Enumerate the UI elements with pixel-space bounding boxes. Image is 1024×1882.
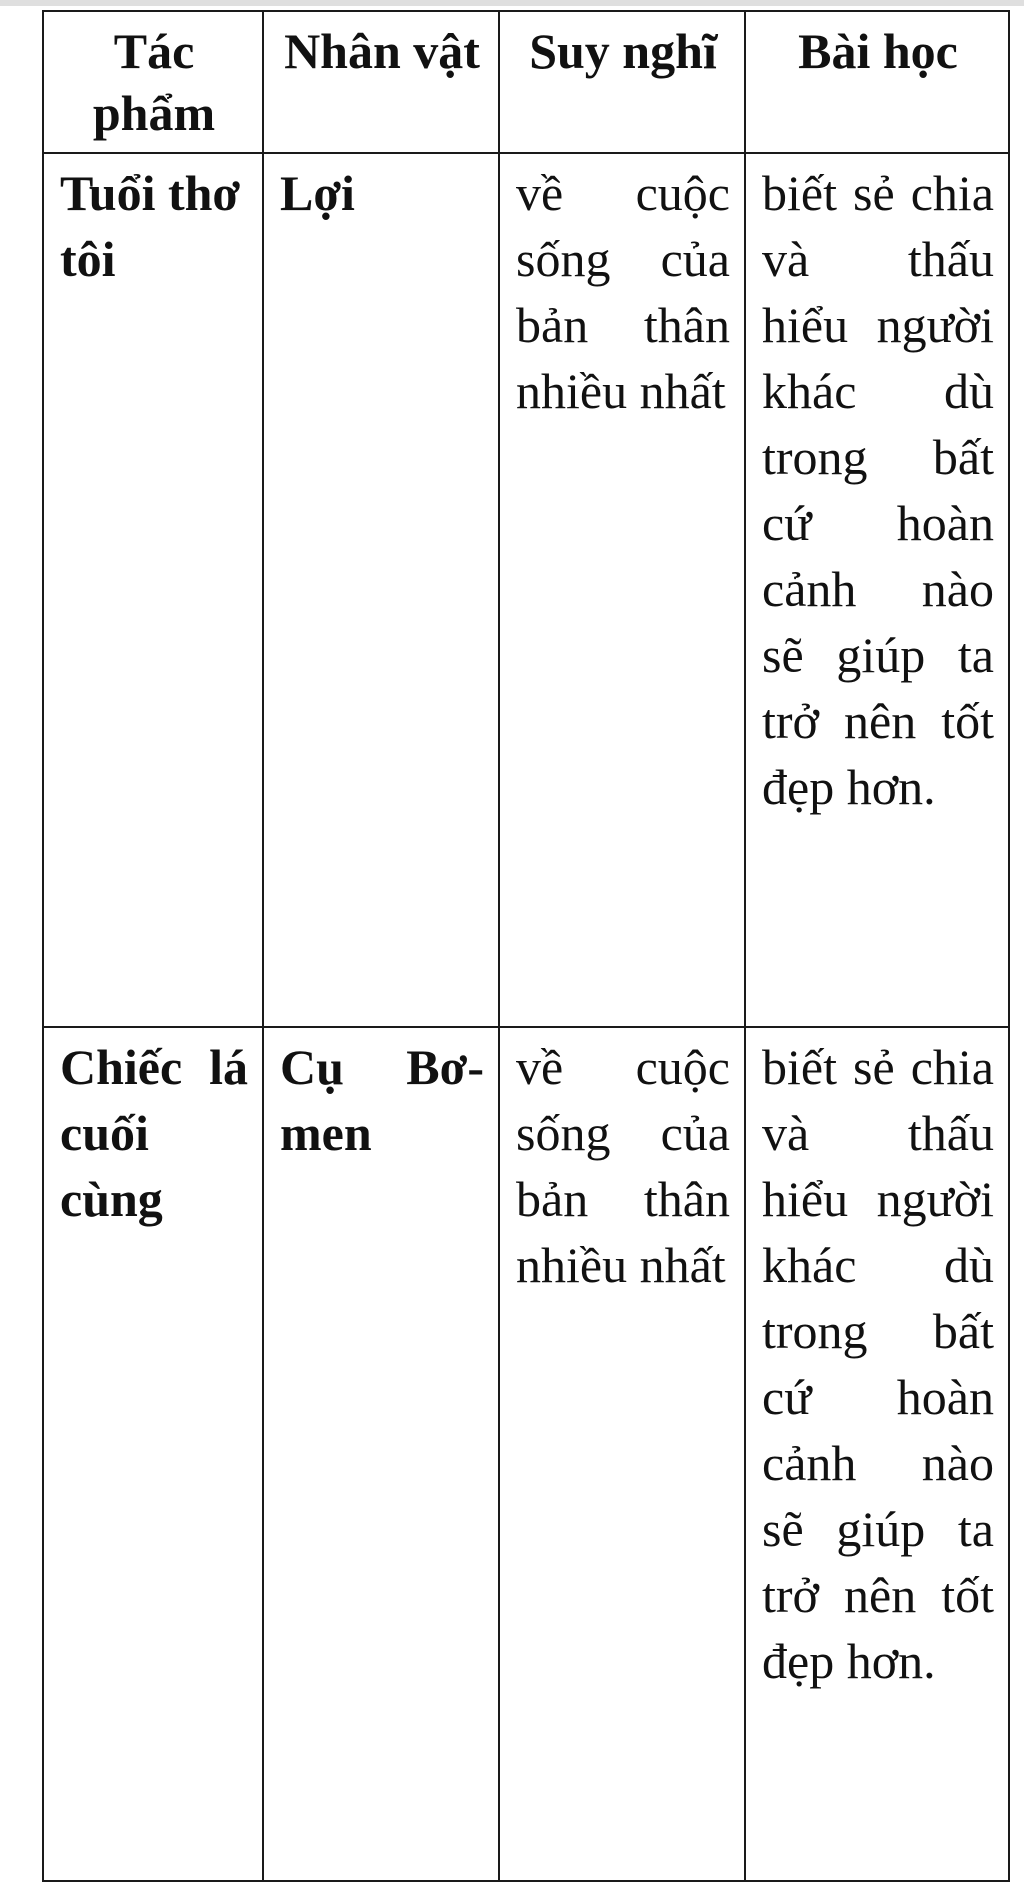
table-row xyxy=(43,153,1009,1027)
header-lesson: Bài học xyxy=(745,11,1009,153)
cell-thought: về cuộc sống của bản thân nhiều nhất xyxy=(499,153,745,1027)
cell-character: Lợi xyxy=(263,153,499,1027)
comparison-table xyxy=(42,10,1010,1882)
header-work: Tác phẩm xyxy=(43,11,263,153)
table-row xyxy=(43,1027,1009,1881)
cell-thought: về cuộc sống của bản thân nhiều nhất xyxy=(499,1027,745,1881)
header-thought: Suy nghĩ xyxy=(499,11,745,153)
cell-lesson: biết sẻ chia và thấu hiểu người khác dù trong bất cứ hoàn cảnh nào sẽ giúp ta trở nên tốt đẹp hơn. xyxy=(745,153,1009,1027)
header-character: Nhân vật xyxy=(263,11,499,153)
cell-character: Cụ Bơ-men xyxy=(263,1027,499,1881)
cell-work: Tuổi thơ tôi xyxy=(43,153,263,1027)
cell-work: Chiếc lá cuối cùng xyxy=(43,1027,263,1881)
cell-lesson: biết sẻ chia và thấu hiểu người khác dù trong bất cứ hoàn cảnh nào sẽ giúp ta trở nên tốt đẹp hơn. xyxy=(745,1027,1009,1881)
table-header-row xyxy=(43,11,1009,153)
top-edge-shadow xyxy=(0,0,1024,6)
